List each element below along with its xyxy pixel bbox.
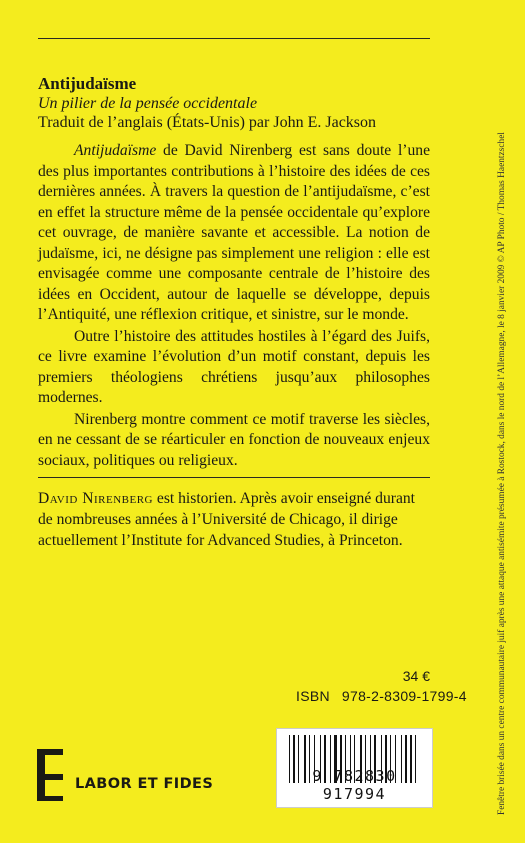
photo-credit: Fenêtre brisée dans un centre communautaire juif après une attaque antisémite présumée à Rostock, dans le nord de l’Allemagne, le 8 janvier 2009 © AP Photo / Thomas Haentzschel <box>497 132 507 815</box>
description <box>38 141 430 471</box>
photo-credit-container <box>496 132 512 815</box>
author-bio-text: est historien. Après avoir enseigné durant de nombreuses années à l’Université de Chicago, il dirige actuellement l’Institute for Advanced Studies, à Princeton. <box>38 490 415 549</box>
paragraph-1-text: de David Nirenberg est sans doute l’une des plus importantes contributions à l’histoire des idées de ces dernières années. À travers la question de l’antijudaïsme, c’est en effet la structure même de la pensée occidentale qu’explore cet ouvrage, de manière savante et accessible. La notion de judaïsme, ici, ne désigne pas simplement une religion : elle est envisagée comme une composante centrale de l’histoire des idées en Occident, autour de laquelle se développe, depuis l’Antiquité, une réflexion critique, et sinistre, sur le monde. <box>38 142 430 323</box>
isbn-label: ISBN <box>296 688 330 704</box>
isbn-number: 978-2-8309-1799-4 <box>341 688 467 704</box>
author-bio <box>38 488 430 551</box>
description-paragraph-1 <box>38 141 430 326</box>
top-divider <box>38 38 430 39</box>
book-title: Antijudaïsme <box>38 74 137 93</box>
price: 34 € <box>402 668 430 684</box>
description-paragraph-3: Nirenberg montre comment ce motif traverse les siècles, en ne cessant de se réarticuler en fonction de nouveaux enjeux sociaux, politiques ou religieux. <box>38 410 430 469</box>
translator-line: Traduit de l’anglais (États-Unis) par John E. Jackson <box>38 114 377 131</box>
publisher-name: LABOR ET FIDES <box>75 776 214 792</box>
barcode-digits: 9 782830 917994 <box>312 767 397 803</box>
section-divider <box>38 477 430 478</box>
barcode <box>276 728 433 808</box>
isbn-line <box>296 688 467 704</box>
book-subtitle: Un pilier de la pensée occidentale <box>38 95 258 112</box>
author-name: David Nirenberg <box>38 490 153 507</box>
publisher-logo-icon <box>37 749 63 801</box>
description-paragraph-2: Outre l’histoire des attitudes hostiles à l’égard des Juifs, ce livre examine l’évolution d’un motif constant, depuis les premiers théologiens chrétiens jusqu’aux philosophes modernes. <box>38 327 430 406</box>
inline-title: Antijudaïsme <box>74 142 157 159</box>
